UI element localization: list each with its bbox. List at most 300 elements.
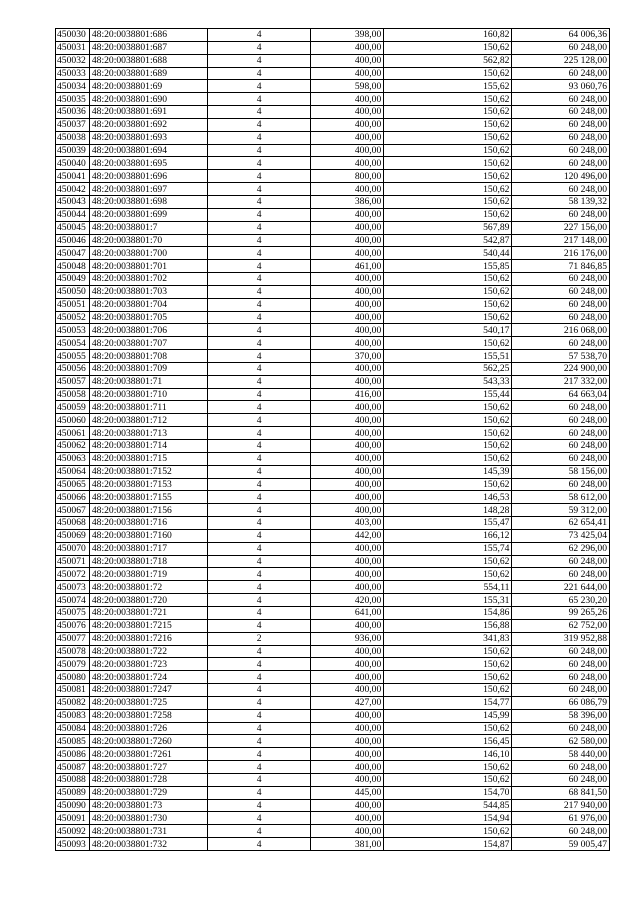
row-number-cell: 450037 [56, 118, 90, 131]
table-row [56, 311, 610, 324]
group-cell: 4 [207, 67, 311, 80]
table-row [56, 825, 610, 838]
cadastral-number-cell: 48:20:0038801:7156 [89, 504, 207, 517]
table-row [56, 234, 610, 247]
row-number-cell: 450049 [56, 273, 90, 286]
area-cell: 400,00 [311, 722, 384, 735]
table-row [56, 555, 610, 568]
area-cell: 598,00 [311, 80, 384, 93]
group-cell: 4 [207, 491, 311, 504]
specific-value-cell: 150,62 [384, 684, 512, 697]
row-number-cell: 450061 [56, 427, 90, 440]
table-row [56, 362, 610, 375]
cadastral-value-cell: 60 248,00 [512, 645, 610, 658]
group-cell: 4 [207, 542, 311, 555]
cadastral-value-cell: 227 156,00 [512, 221, 610, 234]
group-cell: 4 [207, 414, 311, 427]
table-row [56, 337, 610, 350]
area-cell: 400,00 [311, 568, 384, 581]
cadastral-number-cell: 48:20:0038801:73 [89, 799, 207, 812]
row-number-cell: 450036 [56, 106, 90, 119]
cadastral-number-cell: 48:20:0038801:687 [89, 41, 207, 54]
group-cell: 4 [207, 465, 311, 478]
group-cell: 4 [207, 183, 311, 196]
row-number-cell: 450067 [56, 504, 90, 517]
specific-value-cell: 562,82 [384, 54, 512, 67]
group-cell: 4 [207, 144, 311, 157]
area-cell: 400,00 [311, 684, 384, 697]
cadastral-number-cell: 48:20:0038801:723 [89, 658, 207, 671]
row-number-cell: 450038 [56, 131, 90, 144]
cadastral-number-cell: 48:20:0038801:721 [89, 606, 207, 619]
table-row [56, 632, 610, 645]
cadastral-value-cell: 221 644,00 [512, 581, 610, 594]
group-cell: 4 [207, 131, 311, 144]
area-cell: 400,00 [311, 337, 384, 350]
cadastral-value-cell: 60 248,00 [512, 208, 610, 221]
cadastral-number-cell: 48:20:0038801:7 [89, 221, 207, 234]
cadastral-number-cell: 48:20:0038801:708 [89, 350, 207, 363]
cadastral-value-cell: 60 248,00 [512, 671, 610, 684]
specific-value-cell: 155,62 [384, 80, 512, 93]
specific-value-cell: 150,62 [384, 285, 512, 298]
area-cell: 400,00 [311, 761, 384, 774]
cadastral-value-cell: 60 248,00 [512, 478, 610, 491]
area-cell: 400,00 [311, 93, 384, 106]
specific-value-cell: 150,62 [384, 67, 512, 80]
cadastral-number-cell: 48:20:0038801:695 [89, 157, 207, 170]
table-row [56, 414, 610, 427]
group-cell: 4 [207, 735, 311, 748]
row-number-cell: 450079 [56, 658, 90, 671]
cadastral-value-cell: 62 580,00 [512, 735, 610, 748]
table-row [56, 671, 610, 684]
area-cell: 400,00 [311, 619, 384, 632]
table-row [56, 568, 610, 581]
row-number-cell: 450053 [56, 324, 90, 337]
group-cell: 4 [207, 208, 311, 221]
group-cell: 4 [207, 671, 311, 684]
cadastral-value-cell: 60 248,00 [512, 118, 610, 131]
area-cell: 370,00 [311, 350, 384, 363]
table-row [56, 157, 610, 170]
area-cell: 400,00 [311, 465, 384, 478]
table-row [56, 773, 610, 786]
row-number-cell: 450093 [56, 838, 90, 851]
cadastral-value-cell: 120 496,00 [512, 170, 610, 183]
cadastral-value-cell: 62 752,00 [512, 619, 610, 632]
cadastral-number-cell: 48:20:0038801:7260 [89, 735, 207, 748]
cadastral-number-cell: 48:20:0038801:706 [89, 324, 207, 337]
area-cell: 400,00 [311, 491, 384, 504]
cadastral-number-cell: 48:20:0038801:7155 [89, 491, 207, 504]
cadastral-value-cell: 57 538,70 [512, 350, 610, 363]
specific-value-cell: 150,62 [384, 273, 512, 286]
area-cell: 400,00 [311, 221, 384, 234]
row-number-cell: 450064 [56, 465, 90, 478]
specific-value-cell: 155,85 [384, 260, 512, 273]
cadastral-number-cell: 48:20:0038801:692 [89, 118, 207, 131]
group-cell: 4 [207, 93, 311, 106]
area-cell: 400,00 [311, 118, 384, 131]
row-number-cell: 450069 [56, 529, 90, 542]
row-number-cell: 450059 [56, 401, 90, 414]
area-cell: 400,00 [311, 298, 384, 311]
specific-value-cell: 150,62 [384, 311, 512, 324]
group-cell: 4 [207, 645, 311, 658]
specific-value-cell: 150,62 [384, 144, 512, 157]
cadastral-number-cell: 48:20:0038801:707 [89, 337, 207, 350]
row-number-cell: 450063 [56, 452, 90, 465]
area-cell: 400,00 [311, 542, 384, 555]
cadastral-number-cell: 48:20:0038801:718 [89, 555, 207, 568]
table-row [56, 491, 610, 504]
specific-value-cell: 150,62 [384, 658, 512, 671]
area-cell: 400,00 [311, 735, 384, 748]
specific-value-cell: 150,62 [384, 722, 512, 735]
cadastral-number-cell: 48:20:0038801:688 [89, 54, 207, 67]
group-cell: 4 [207, 324, 311, 337]
row-number-cell: 450088 [56, 773, 90, 786]
cadastral-value-cell: 59 312,00 [512, 504, 610, 517]
cadastral-number-cell: 48:20:0038801:7160 [89, 529, 207, 542]
cadastral-value-cell: 60 248,00 [512, 157, 610, 170]
group-cell: 4 [207, 452, 311, 465]
specific-value-cell: 543,33 [384, 375, 512, 388]
area-cell: 403,00 [311, 517, 384, 530]
cadastral-number-cell: 48:20:0038801:70 [89, 234, 207, 247]
cadastral-number-cell: 48:20:0038801:725 [89, 696, 207, 709]
cadastral-number-cell: 48:20:0038801:7152 [89, 465, 207, 478]
specific-value-cell: 150,62 [384, 401, 512, 414]
specific-value-cell: 567,89 [384, 221, 512, 234]
cadastral-number-cell: 48:20:0038801:730 [89, 812, 207, 825]
row-number-cell: 450092 [56, 825, 90, 838]
area-cell: 400,00 [311, 709, 384, 722]
specific-value-cell: 154,77 [384, 696, 512, 709]
cadastral-value-cell: 60 248,00 [512, 722, 610, 735]
cadastral-value-cell: 93 060,76 [512, 80, 610, 93]
cadastral-number-cell: 48:20:0038801:702 [89, 273, 207, 286]
table-row [56, 260, 610, 273]
table-row [56, 594, 610, 607]
cadastral-number-cell: 48:20:0038801:72 [89, 581, 207, 594]
row-number-cell: 450033 [56, 67, 90, 80]
area-cell: 461,00 [311, 260, 384, 273]
row-number-cell: 450072 [56, 568, 90, 581]
cadastral-value-cell: 58 396,00 [512, 709, 610, 722]
cadastral-number-cell: 48:20:0038801:699 [89, 208, 207, 221]
cadastral-value-cell: 64 006,36 [512, 29, 610, 42]
cadastral-number-cell: 48:20:0038801:720 [89, 594, 207, 607]
row-number-cell: 450083 [56, 709, 90, 722]
group-cell: 4 [207, 170, 311, 183]
specific-value-cell: 155,44 [384, 388, 512, 401]
row-number-cell: 450058 [56, 388, 90, 401]
table-row [56, 131, 610, 144]
area-cell: 400,00 [311, 144, 384, 157]
area-cell: 400,00 [311, 362, 384, 375]
specific-value-cell: 150,62 [384, 773, 512, 786]
row-number-cell: 450040 [56, 157, 90, 170]
row-number-cell: 450035 [56, 93, 90, 106]
specific-value-cell: 150,62 [384, 645, 512, 658]
row-number-cell: 450068 [56, 517, 90, 530]
row-number-cell: 450075 [56, 606, 90, 619]
row-number-cell: 450045 [56, 221, 90, 234]
table-row [56, 54, 610, 67]
group-cell: 4 [207, 375, 311, 388]
cadastral-value-cell: 60 248,00 [512, 298, 610, 311]
row-number-cell: 450076 [56, 619, 90, 632]
area-cell: 400,00 [311, 440, 384, 453]
group-cell: 4 [207, 195, 311, 208]
area-cell: 400,00 [311, 555, 384, 568]
area-cell: 400,00 [311, 247, 384, 260]
group-cell: 4 [207, 825, 311, 838]
cadastral-value-cell: 66 086,79 [512, 696, 610, 709]
area-cell: 381,00 [311, 838, 384, 851]
group-cell: 4 [207, 722, 311, 735]
specific-value-cell: 154,87 [384, 838, 512, 851]
area-cell: 400,00 [311, 478, 384, 491]
group-cell: 4 [207, 812, 311, 825]
row-number-cell: 450042 [56, 183, 90, 196]
group-cell: 4 [207, 696, 311, 709]
group-cell: 4 [207, 118, 311, 131]
cadastral-number-cell: 48:20:0038801:69 [89, 80, 207, 93]
cadastral-value-cell: 60 248,00 [512, 440, 610, 453]
area-cell: 400,00 [311, 375, 384, 388]
area-cell: 641,00 [311, 606, 384, 619]
document-page [55, 28, 610, 851]
specific-value-cell: 156,88 [384, 619, 512, 632]
cadastral-number-cell: 48:20:0038801:698 [89, 195, 207, 208]
group-cell: 4 [207, 517, 311, 530]
table-row [56, 735, 610, 748]
cadastral-number-cell: 48:20:0038801:686 [89, 29, 207, 42]
cadastral-value-cell: 217 148,00 [512, 234, 610, 247]
cadastral-number-cell: 48:20:0038801:713 [89, 427, 207, 440]
cadastral-number-cell: 48:20:0038801:7261 [89, 748, 207, 761]
specific-value-cell: 154,94 [384, 812, 512, 825]
row-number-cell: 450039 [56, 144, 90, 157]
area-cell: 936,00 [311, 632, 384, 645]
table-row [56, 67, 610, 80]
row-number-cell: 450082 [56, 696, 90, 709]
group-cell: 4 [207, 594, 311, 607]
group-cell: 4 [207, 106, 311, 119]
table-row [56, 645, 610, 658]
area-cell: 400,00 [311, 581, 384, 594]
cadastral-number-cell: 48:20:0038801:701 [89, 260, 207, 273]
row-number-cell: 450044 [56, 208, 90, 221]
table-row [56, 144, 610, 157]
cadastral-value-cell: 60 248,00 [512, 568, 610, 581]
cadastral-value-cell: 60 248,00 [512, 761, 610, 774]
cadastral-number-cell: 48:20:0038801:694 [89, 144, 207, 157]
table-row [56, 452, 610, 465]
cadastral-value-cell: 60 248,00 [512, 183, 610, 196]
table-row [56, 799, 610, 812]
cadastral-value-cell: 60 248,00 [512, 311, 610, 324]
cadastral-number-cell: 48:20:0038801:705 [89, 311, 207, 324]
group-cell: 2 [207, 632, 311, 645]
cadastral-number-cell: 48:20:0038801:712 [89, 414, 207, 427]
specific-value-cell: 166,12 [384, 529, 512, 542]
cadastral-number-cell: 48:20:0038801:732 [89, 838, 207, 851]
table-row [56, 208, 610, 221]
specific-value-cell: 150,62 [384, 118, 512, 131]
cadastral-number-cell: 48:20:0038801:7258 [89, 709, 207, 722]
table-row [56, 183, 610, 196]
group-cell: 4 [207, 350, 311, 363]
group-cell: 4 [207, 273, 311, 286]
specific-value-cell: 540,17 [384, 324, 512, 337]
specific-value-cell: 150,62 [384, 131, 512, 144]
area-cell: 400,00 [311, 671, 384, 684]
row-number-cell: 450073 [56, 581, 90, 594]
area-cell: 400,00 [311, 67, 384, 80]
cadastral-value-cell: 60 248,00 [512, 658, 610, 671]
cadastral-number-cell: 48:20:0038801:731 [89, 825, 207, 838]
row-number-cell: 450071 [56, 555, 90, 568]
group-cell: 4 [207, 684, 311, 697]
area-cell: 400,00 [311, 273, 384, 286]
area-cell: 445,00 [311, 786, 384, 799]
cadastral-value-cell: 71 846,85 [512, 260, 610, 273]
group-cell: 4 [207, 247, 311, 260]
table-row [56, 812, 610, 825]
row-number-cell: 450080 [56, 671, 90, 684]
specific-value-cell: 155,31 [384, 594, 512, 607]
specific-value-cell: 155,51 [384, 350, 512, 363]
cadastral-number-cell: 48:20:0038801:700 [89, 247, 207, 260]
specific-value-cell: 150,62 [384, 183, 512, 196]
row-number-cell: 450078 [56, 645, 90, 658]
table-row [56, 221, 610, 234]
cadastral-number-cell: 48:20:0038801:691 [89, 106, 207, 119]
table-row [56, 170, 610, 183]
area-cell: 400,00 [311, 324, 384, 337]
cadastral-value-cell: 60 248,00 [512, 684, 610, 697]
specific-value-cell: 150,62 [384, 41, 512, 54]
row-number-cell: 450051 [56, 298, 90, 311]
cadastral-value-cell: 68 841,50 [512, 786, 610, 799]
specific-value-cell: 150,62 [384, 298, 512, 311]
table-row [56, 273, 610, 286]
area-cell: 400,00 [311, 414, 384, 427]
specific-value-cell: 341,83 [384, 632, 512, 645]
cadastral-value-cell: 216 176,00 [512, 247, 610, 260]
area-cell: 420,00 [311, 594, 384, 607]
group-cell: 4 [207, 285, 311, 298]
row-number-cell: 450089 [56, 786, 90, 799]
row-number-cell: 450041 [56, 170, 90, 183]
row-number-cell: 450056 [56, 362, 90, 375]
cadastral-value-cell: 319 952,88 [512, 632, 610, 645]
specific-value-cell: 542,87 [384, 234, 512, 247]
group-cell: 4 [207, 773, 311, 786]
area-cell: 400,00 [311, 131, 384, 144]
group-cell: 4 [207, 504, 311, 517]
cadastral-number-cell: 48:20:0038801:729 [89, 786, 207, 799]
group-cell: 4 [207, 234, 311, 247]
cadastral-number-cell: 48:20:0038801:717 [89, 542, 207, 555]
specific-value-cell: 150,62 [384, 106, 512, 119]
table-body [56, 29, 610, 851]
cadastral-value-cell: 60 248,00 [512, 106, 610, 119]
area-cell: 400,00 [311, 645, 384, 658]
group-cell: 4 [207, 761, 311, 774]
specific-value-cell: 145,39 [384, 465, 512, 478]
specific-value-cell: 150,62 [384, 568, 512, 581]
table-row [56, 619, 610, 632]
group-cell: 4 [207, 157, 311, 170]
group-cell: 4 [207, 401, 311, 414]
table-row [56, 195, 610, 208]
table-row [56, 106, 610, 119]
cadastral-value-cell: 64 663,04 [512, 388, 610, 401]
cadastral-number-cell: 48:20:0038801:696 [89, 170, 207, 183]
cadastral-number-cell: 48:20:0038801:709 [89, 362, 207, 375]
cadastral-value-cell: 58 612,00 [512, 491, 610, 504]
table-row [56, 684, 610, 697]
area-cell: 416,00 [311, 388, 384, 401]
table-row [56, 606, 610, 619]
group-cell: 4 [207, 362, 311, 375]
row-number-cell: 450065 [56, 478, 90, 491]
specific-value-cell: 150,62 [384, 478, 512, 491]
group-cell: 4 [207, 748, 311, 761]
area-cell: 400,00 [311, 208, 384, 221]
cadastral-value-cell: 60 248,00 [512, 401, 610, 414]
cadastral-value-cell: 216 068,00 [512, 324, 610, 337]
table-row [56, 517, 610, 530]
cadastral-number-cell: 48:20:0038801:704 [89, 298, 207, 311]
group-cell: 4 [207, 838, 311, 851]
cadastral-number-cell: 48:20:0038801:724 [89, 671, 207, 684]
cadastral-value-cell: 61 976,00 [512, 812, 610, 825]
table-row [56, 427, 610, 440]
cadastral-value-table [55, 28, 610, 851]
cadastral-value-cell: 60 248,00 [512, 144, 610, 157]
table-row [56, 761, 610, 774]
row-number-cell: 450090 [56, 799, 90, 812]
area-cell: 400,00 [311, 106, 384, 119]
specific-value-cell: 146,10 [384, 748, 512, 761]
cadastral-value-cell: 60 248,00 [512, 773, 610, 786]
cadastral-number-cell: 48:20:0038801:726 [89, 722, 207, 735]
group-cell: 4 [207, 478, 311, 491]
group-cell: 4 [207, 221, 311, 234]
area-cell: 400,00 [311, 658, 384, 671]
table-row [56, 465, 610, 478]
row-number-cell: 450074 [56, 594, 90, 607]
group-cell: 4 [207, 388, 311, 401]
row-number-cell: 450050 [56, 285, 90, 298]
row-number-cell: 450066 [56, 491, 90, 504]
table-row [56, 478, 610, 491]
cadastral-number-cell: 48:20:0038801:727 [89, 761, 207, 774]
group-cell: 4 [207, 786, 311, 799]
table-row [56, 401, 610, 414]
area-cell: 400,00 [311, 799, 384, 812]
row-number-cell: 450054 [56, 337, 90, 350]
area-cell: 400,00 [311, 504, 384, 517]
table-row [56, 542, 610, 555]
cadastral-value-cell: 58 139,32 [512, 195, 610, 208]
